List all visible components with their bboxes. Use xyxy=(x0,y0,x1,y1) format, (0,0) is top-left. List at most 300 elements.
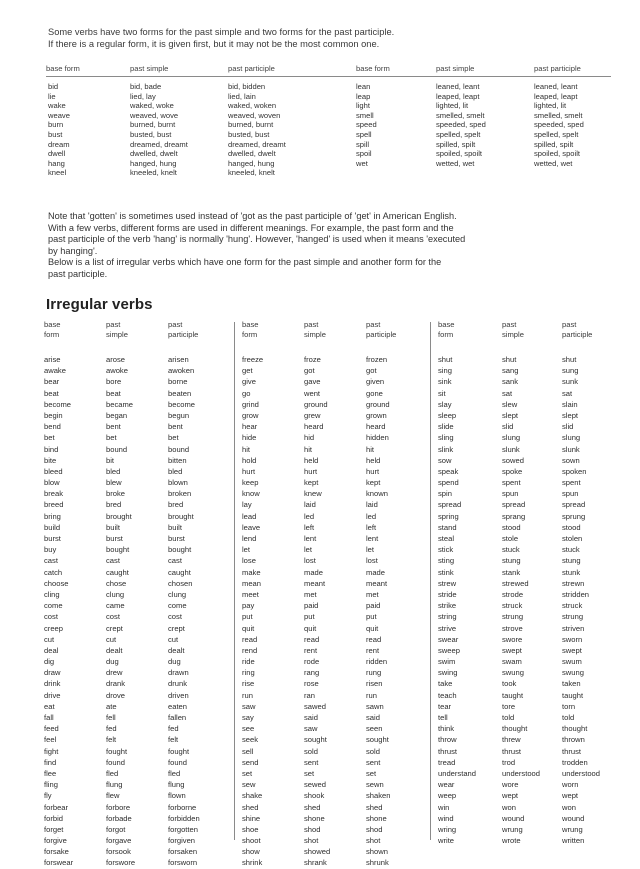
verb-past-cell: chose xyxy=(106,578,127,588)
verb-participle-cell: wound xyxy=(562,813,585,823)
verb-past-cell: shot xyxy=(304,836,319,846)
header-past-participle: past participle xyxy=(168,320,199,339)
verb-past-cell: fought xyxy=(106,746,128,756)
verb-past-cell: cast xyxy=(106,556,120,566)
verb-participle-cell: risen xyxy=(366,679,383,689)
verb-participle-cell: put xyxy=(366,612,377,622)
verb-past-cell: shook xyxy=(304,791,325,801)
verb-base-cell: steal xyxy=(438,534,455,543)
verb-past-cell: took xyxy=(502,679,517,689)
verb-base-cell: sow xyxy=(438,455,452,465)
verb-participle-cell: clung xyxy=(168,589,187,599)
verb-base-cell: rend xyxy=(242,645,258,655)
verb-base-cell: read xyxy=(242,634,258,644)
group3-base-col xyxy=(438,354,476,846)
verb-base-cell: tear xyxy=(438,701,452,711)
verb-past-cell: wore xyxy=(502,780,519,790)
dual-participle-cell: leaped, leapt xyxy=(534,91,578,101)
dual-past-cell: spoiled, spoilt xyxy=(436,149,483,159)
verb-past-cell: gave xyxy=(304,377,321,387)
verb-past-cell: grew xyxy=(304,410,321,420)
verb-participle-cell: flung xyxy=(168,780,185,790)
verb-past-cell: kept xyxy=(304,478,319,488)
dual-past-cell: wetted, wet xyxy=(436,158,475,168)
verb-base-cell: breed xyxy=(44,500,64,510)
verb-base-cell: become xyxy=(44,399,72,409)
verb-participle-cell: heard xyxy=(366,422,386,432)
verb-past-cell: rang xyxy=(304,668,320,678)
verb-past-cell: bled xyxy=(106,466,121,476)
verb-base-cell: begin xyxy=(44,410,63,420)
verb-base-cell: burst xyxy=(44,534,61,543)
verb-participle-cell: forbidden xyxy=(168,813,200,823)
verb-past-cell: bent xyxy=(106,422,121,432)
verb-base-cell: think xyxy=(438,724,455,734)
verb-participle-cell: slain xyxy=(562,399,578,409)
verb-past-cell: bet xyxy=(106,433,117,443)
dual-past-cell: leaned, leant xyxy=(436,82,480,91)
header-past-simple: past simple xyxy=(502,320,524,339)
verb-base-cell: forbid xyxy=(44,813,63,823)
verb-past-cell: sawed xyxy=(304,701,326,711)
verb-base-cell: wring xyxy=(438,824,457,834)
verb-past-cell: dug xyxy=(106,657,119,667)
verb-past-cell: strove xyxy=(502,623,523,633)
verb-participle-cell: bled xyxy=(168,466,183,476)
verb-past-cell: threw xyxy=(502,735,521,745)
verb-base-cell: teach xyxy=(438,690,457,700)
verb-past-cell: drove xyxy=(106,690,125,700)
verb-participle-cell: left xyxy=(366,522,377,532)
verb-participle-cell: blown xyxy=(168,478,188,488)
verb-base-cell: sing xyxy=(438,366,452,376)
verb-past-cell: told xyxy=(502,713,515,722)
verb-past-cell: saw xyxy=(304,724,318,734)
verb-participle-cell: won xyxy=(562,802,576,812)
dual-participle-cell: dwelled, dwelt xyxy=(228,149,276,159)
verb-base-cell: beat xyxy=(44,388,59,398)
verb-participle-cell: forsaken xyxy=(168,847,198,857)
verb-past-cell: knew xyxy=(304,489,322,499)
verb-base-cell: bring xyxy=(44,511,61,521)
verb-base-cell: hear xyxy=(242,422,258,432)
verb-past-cell: caught xyxy=(106,567,129,577)
verb-participle-cell: crept xyxy=(168,623,185,633)
verb-past-cell: dealt xyxy=(106,645,123,655)
verb-participle-cell: hurt xyxy=(366,466,380,476)
verb-base-cell: blow xyxy=(44,478,60,488)
verb-base-cell: strive xyxy=(438,623,457,633)
verb-past-cell: forsook xyxy=(106,847,131,857)
dual-header-participle-1: past participle xyxy=(228,64,275,73)
verb-past-cell: bit xyxy=(106,455,115,465)
header-past-participle: past participle xyxy=(366,320,397,339)
verb-past-cell: broke xyxy=(106,489,125,499)
verb-participle-cell: felt xyxy=(168,735,179,745)
verb-participle-cell: slept xyxy=(562,410,579,420)
verb-past-cell: swung xyxy=(502,668,524,678)
dual-header-participle-2: past participle xyxy=(534,64,581,73)
dual-past-cell: waked, woke xyxy=(130,101,174,111)
dual-past-cell: leaped, leapt xyxy=(436,91,480,101)
verb-base-cell: weep xyxy=(438,791,457,801)
verb-participle-cell: sung xyxy=(562,366,579,376)
verb-base-cell: stink xyxy=(438,567,454,577)
verb-base-cell: fight xyxy=(44,746,59,756)
verb-participle-cell: arisen xyxy=(168,355,189,364)
verb-base-cell: lend xyxy=(242,534,257,543)
verb-base-cell: arise xyxy=(44,355,61,364)
verb-participle-cell: forsworn xyxy=(168,858,198,868)
verb-base-cell: bleed xyxy=(44,466,63,476)
verb-past-cell: sowed xyxy=(502,455,524,465)
verb-base-cell: forswear xyxy=(44,858,74,868)
verb-participle-cell: sat xyxy=(562,388,573,398)
verb-base-cell: sink xyxy=(438,377,452,387)
verb-participle-cell: seen xyxy=(366,724,383,734)
verb-participle-cell: lost xyxy=(366,556,378,566)
verb-past-cell: forbore xyxy=(106,802,131,812)
verb-base-cell: sweep xyxy=(438,645,460,655)
verb-participle-cell: strewn xyxy=(562,578,585,588)
verb-participle-cell: stolen xyxy=(562,534,583,543)
verb-participle-cell: written xyxy=(562,836,585,846)
verb-base-cell: slide xyxy=(438,422,454,432)
verb-past-cell: stole xyxy=(502,534,519,543)
verb-past-cell: slid xyxy=(502,422,514,432)
verb-past-cell: thrust xyxy=(502,746,521,756)
verb-base-cell: understand xyxy=(438,768,476,778)
verb-base-cell: meet xyxy=(242,589,259,599)
dual-base-cell: spell xyxy=(356,129,372,139)
verb-past-cell: ran xyxy=(304,690,315,700)
verb-past-cell: said xyxy=(304,713,318,722)
verb-base-cell: drink xyxy=(44,679,61,689)
group2-base-col xyxy=(242,354,263,869)
verb-past-cell: hid xyxy=(304,433,315,443)
verb-participle-cell: striven xyxy=(562,623,585,633)
verb-past-cell: drew xyxy=(106,668,123,678)
group1-past-col xyxy=(106,354,135,869)
dual-participle-cell: wetted, wet xyxy=(534,158,573,168)
verb-participle-cell: brought xyxy=(168,511,194,521)
verb-participle-cell: shaken xyxy=(366,791,391,801)
verb-participle-cell: eaten xyxy=(168,701,188,711)
dual-participle-cell: dreamed, dreamt xyxy=(228,139,286,149)
verb-participle-cell: swung xyxy=(562,668,584,678)
verb-participle-cell: known xyxy=(366,489,388,499)
verb-base-cell: ride xyxy=(242,657,255,667)
verb-base-cell: grow xyxy=(242,410,259,420)
verb-base-cell: hold xyxy=(242,455,257,465)
verb-past-cell: rose xyxy=(304,679,319,689)
verb-past-cell: forgave xyxy=(106,836,132,846)
dual-base-cell: spoil xyxy=(356,149,372,159)
verb-participle-cell: bought xyxy=(168,545,192,555)
verb-participle-cell: fled xyxy=(168,768,181,778)
verb-base-cell: shine xyxy=(242,813,261,823)
verb-participle-cell: sawn xyxy=(366,701,384,711)
verb-past-cell: found xyxy=(106,757,126,767)
verb-base-cell: keep xyxy=(242,478,259,488)
header-past-simple: past simple xyxy=(304,320,326,339)
verb-base-cell: leave xyxy=(242,522,261,532)
verb-past-cell: forswore xyxy=(106,858,136,868)
dual-participle-cell: spilled, spilt xyxy=(534,139,574,149)
verb-base-cell: sleep xyxy=(438,410,457,420)
verb-past-cell: sank xyxy=(502,377,519,387)
verb-participle-cell: rent xyxy=(366,645,380,655)
verb-base-cell: strew xyxy=(438,578,457,588)
dual-left-past-col xyxy=(130,82,188,178)
verb-past-cell: stuck xyxy=(502,545,520,555)
verb-participle-cell: driven xyxy=(168,690,189,700)
group2-past-col xyxy=(304,354,330,869)
dual-participle-cell: burned, burnt xyxy=(228,120,274,130)
verb-base-cell: flee xyxy=(44,768,57,778)
dual-base-cell: bust xyxy=(48,129,63,139)
verb-past-cell: let xyxy=(304,545,313,555)
verb-base-cell: lead xyxy=(242,511,257,521)
verb-past-cell: began xyxy=(106,410,128,420)
verb-participle-cell: slung xyxy=(562,433,581,443)
verb-participle-cell: burst xyxy=(168,534,185,543)
verb-base-cell: shoe xyxy=(242,824,259,834)
verb-base-cell: tell xyxy=(438,713,448,722)
verb-past-cell: won xyxy=(502,802,516,812)
verb-participle-cell: bred xyxy=(168,500,184,510)
dual-participle-cell: bid, bidden xyxy=(228,82,266,91)
dual-participle-cell: leaned, leant xyxy=(534,82,578,91)
verb-participle-cell: stood xyxy=(562,522,581,532)
verb-past-cell: slew xyxy=(502,399,518,409)
verb-participle-cell: shrunk xyxy=(366,858,389,868)
verb-base-cell: mean xyxy=(242,578,261,588)
verb-base-cell: awake xyxy=(44,366,66,376)
dual-past-cell: lied, lay xyxy=(130,91,156,101)
verb-base-cell: tread xyxy=(438,757,456,767)
dual-base-cell: wet xyxy=(356,158,368,168)
verb-participle-cell: slunk xyxy=(562,444,580,454)
verb-base-cell: slink xyxy=(438,444,454,454)
dual-right-participle-col xyxy=(534,82,584,178)
verb-past-cell: beat xyxy=(106,388,121,398)
verb-participle-cell: given xyxy=(366,377,385,387)
verb-participle-cell: cast xyxy=(168,556,182,566)
dual-base-cell: kneel xyxy=(48,168,67,178)
verb-participle-cell: come xyxy=(168,601,187,611)
verb-base-cell: stand xyxy=(438,522,457,532)
verb-participle-cell: sent xyxy=(366,757,381,767)
dual-base-cell: dream xyxy=(48,139,70,149)
verb-past-cell: sprang xyxy=(502,511,526,521)
verb-base-cell: feed xyxy=(44,724,59,734)
column-divider xyxy=(234,322,235,840)
verb-base-cell: shut xyxy=(438,355,453,364)
dual-past-cell: hanged, hung xyxy=(130,158,177,168)
verb-participle-cell: struck xyxy=(562,601,583,611)
verb-past-cell: forgot xyxy=(106,824,126,834)
verb-participle-cell: built xyxy=(168,522,182,532)
verb-past-cell: held xyxy=(304,455,319,465)
header-base-form: base form xyxy=(242,320,259,339)
verb-participle-cell: held xyxy=(366,455,381,465)
verb-base-cell: wind xyxy=(438,813,454,823)
dual-past-cell: dreamed, dreamt xyxy=(130,139,188,149)
verb-participle-cell: spun xyxy=(562,489,579,499)
verb-past-cell: spread xyxy=(502,500,526,510)
verb-participle-cell: stung xyxy=(562,556,581,566)
verb-past-cell: drank xyxy=(106,679,125,689)
verb-base-cell: go xyxy=(242,388,251,398)
verb-base-cell: dig xyxy=(44,657,55,667)
verb-participle-cell: shown xyxy=(366,847,388,857)
verb-past-cell: spoke xyxy=(502,466,523,476)
verb-base-cell: break xyxy=(44,489,63,499)
verb-participle-cell: read xyxy=(366,634,382,644)
verb-base-cell: write xyxy=(438,836,455,846)
dual-base-cell: dwell xyxy=(48,149,66,159)
group2-participle-col xyxy=(366,354,391,869)
verb-past-cell: struck xyxy=(502,601,523,611)
verb-participle-cell: run xyxy=(366,690,377,700)
verb-past-cell: built xyxy=(106,522,120,532)
verb-participle-cell: hidden xyxy=(366,433,389,443)
verb-base-cell: quit xyxy=(242,623,255,633)
verb-base-cell: lay xyxy=(242,500,252,510)
verb-past-cell: quit xyxy=(304,623,317,633)
verb-participle-cell: meant xyxy=(366,578,388,588)
verb-past-cell: stung xyxy=(502,556,521,566)
verb-participle-cell: fed xyxy=(168,724,179,734)
verb-base-cell: shrink xyxy=(242,858,263,868)
dual-base-cell: spill xyxy=(356,139,370,149)
verb-past-cell: shut xyxy=(502,355,517,364)
verb-past-cell: laid xyxy=(304,500,316,510)
dual-base-cell: weave xyxy=(48,110,70,120)
verb-base-cell: find xyxy=(44,757,57,767)
dual-left-base-col xyxy=(48,82,70,178)
verb-base-cell: put xyxy=(242,612,253,622)
verb-participle-cell: forgiven xyxy=(168,836,196,846)
dual-participle-cell: spelled, spelt xyxy=(534,129,579,139)
dual-header-past-2: past simple xyxy=(436,64,475,73)
verb-participle-cell: awoken xyxy=(168,366,195,376)
verb-past-cell: bound xyxy=(106,444,128,454)
verb-base-cell: show xyxy=(242,847,260,857)
verb-participle-cell: begun xyxy=(168,410,190,420)
verb-participle-cell: borne xyxy=(168,377,188,387)
verb-base-cell: let xyxy=(242,545,251,555)
verb-participle-cell: cut xyxy=(168,634,179,644)
verb-base-cell: strike xyxy=(438,601,457,611)
verb-participle-cell: fallen xyxy=(168,713,187,722)
verb-participle-cell: gone xyxy=(366,388,383,398)
verb-base-cell: wear xyxy=(438,780,455,790)
verb-base-cell: seek xyxy=(242,735,259,745)
verb-participle-cell: sought xyxy=(366,735,389,745)
verb-past-cell: showed xyxy=(304,847,331,857)
verb-base-cell: cast xyxy=(44,556,58,566)
verb-participle-cell: rung xyxy=(366,668,382,678)
verb-past-cell: fed xyxy=(106,724,117,734)
verb-past-cell: wrote xyxy=(502,836,521,846)
irregular-verbs-table xyxy=(44,320,616,868)
verb-participle-cell: broken xyxy=(168,489,192,499)
verb-past-cell: slept xyxy=(502,410,519,420)
verb-participle-cell: sprung xyxy=(562,511,586,521)
verb-base-cell: fall xyxy=(44,713,54,722)
verb-base-cell: throw xyxy=(438,735,457,745)
verb-participle-cell: set xyxy=(366,768,377,778)
verb-past-cell: shone xyxy=(304,813,325,823)
dual-base-cell xyxy=(356,168,377,178)
verb-base-cell: sit xyxy=(438,388,446,398)
verb-past-cell: bore xyxy=(106,377,122,387)
verb-base-cell: sew xyxy=(242,780,256,790)
dual-right-base-col xyxy=(356,82,377,178)
verb-past-cell: burst xyxy=(106,534,123,543)
verb-participle-cell: lent xyxy=(366,534,379,543)
usage-note xyxy=(48,211,588,281)
verb-past-cell: cut xyxy=(106,634,117,644)
verb-participle-cell: sewn xyxy=(366,780,384,790)
header-past-simple: past simple xyxy=(106,320,128,339)
verb-base-cell: sling xyxy=(438,433,454,443)
verb-participle-cell: quit xyxy=(366,623,379,633)
verb-base-cell: take xyxy=(438,679,453,689)
dual-participle-cell: kneeled, knelt xyxy=(228,168,275,178)
verb-past-cell: made xyxy=(304,567,323,577)
verb-base-cell: thrust xyxy=(438,746,457,756)
verb-past-cell: shod xyxy=(304,824,321,834)
verb-participle-cell: cost xyxy=(168,612,182,622)
verb-past-cell: rent xyxy=(304,645,318,655)
verb-past-cell: flung xyxy=(106,780,123,790)
verb-past-cell: sewed xyxy=(304,780,326,790)
dual-past-cell: burned, burnt xyxy=(130,120,176,130)
note-line: Below is a list of irregular verbs which have one form for the past simple and another form for the xyxy=(48,257,442,268)
note-line: past participle of the verb 'hang' is normally 'hung'. However, 'hanged' is used when it means 'executed xyxy=(48,234,466,245)
dual-base-cell: bid xyxy=(48,82,59,91)
verb-past-cell: sought xyxy=(304,735,327,745)
verb-base-cell: say xyxy=(242,713,254,722)
verb-base-cell: swim xyxy=(438,657,456,667)
verb-past-cell: hit xyxy=(304,444,313,454)
verb-participle-cell: bitten xyxy=(168,455,187,465)
verb-participle-cell: frozen xyxy=(366,355,388,364)
verb-participle-cell: met xyxy=(366,589,379,599)
verb-base-cell: bear xyxy=(44,377,60,387)
dual-header-rule xyxy=(46,76,611,77)
verb-participle-cell: sown xyxy=(562,455,580,465)
verb-past-cell: heard xyxy=(304,422,324,432)
verb-past-cell: lent xyxy=(304,534,317,543)
verb-participle-cell: sunk xyxy=(562,377,579,387)
verb-participle-cell: flown xyxy=(168,791,186,801)
verb-participle-cell: laid xyxy=(366,500,378,510)
verb-participle-cell: hit xyxy=(366,444,375,454)
dual-header-base-2: base form xyxy=(356,64,390,73)
dual-right-past-col xyxy=(436,82,486,178)
verb-base-cell: fling xyxy=(44,780,58,790)
verb-base-cell: get xyxy=(242,366,253,376)
verb-base-cell: saw xyxy=(242,701,256,711)
verb-participle-cell: got xyxy=(366,366,377,376)
verb-past-cell: froze xyxy=(304,355,321,364)
verb-participle-cell: let xyxy=(366,545,375,555)
verb-base-cell: choose xyxy=(44,578,69,588)
